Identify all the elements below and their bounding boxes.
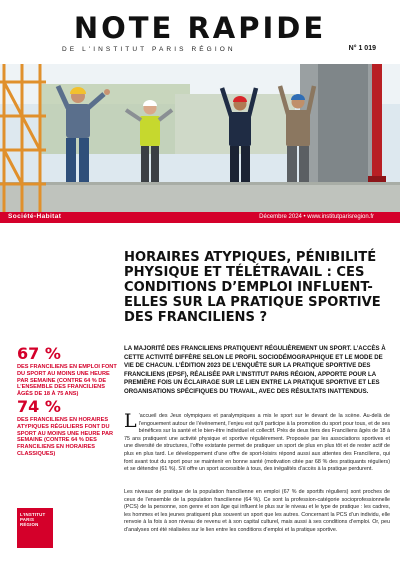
key-figure-1: [17, 345, 117, 398]
article-headline: HORAIRES ATYPIQUES, PÉNIBILITÉ PHYSIQUE ET TÉLÉTRAVAIL : CES CONDITIONS D’EMPLOI INFLUENT-ELLES SUR LA PRATIQUE SPORTIVE DES FRANCILIENS ?: [124, 250, 381, 325]
body-paragraph-1: [124, 410, 390, 474]
section-label: Société-Habitat: [8, 213, 62, 220]
key-figure-value: 67 %: [17, 344, 61, 363]
key-figure-text: DES FRANCILIENS EN HORAIRES ATYPIQUES RÉGULIERS FONT DU SPORT AU MOINS UNE HEURE PAR SEMAINE (CONTRE 64 % DES FRANCILIENS EN HORAIRES CLASSIQUES): [17, 417, 114, 457]
issue-number: N° 1 019: [348, 45, 376, 52]
publisher-name: DE L'INSTITUT PARIS RÉGION: [62, 46, 236, 53]
key-figure-2: [17, 398, 117, 458]
drop-cap: L: [124, 410, 137, 432]
key-figure-text: DES FRANCILIENS EN EMPLOI FONT DU SPORT AU MOINS UNE HEURE PAR SEMAINE (CONTRE 64 % DE L’ENSEMBLE DES FRANCILIENS ÂGÉS DE 18 À 75 ANS): [17, 364, 117, 398]
construction-workers-illustration: [0, 64, 400, 212]
body-paragraph-2: Les niveaux de pratique de la population francilienne en emploi (67 % de sportifs réguliers) sont proches de ceux de l’ensemble de la population francilienne (64 %). Ce sont la profession-catégorie socioprofessionnelle (PCS) de la personne, son genre et son âge qui influent le plus sur le niveau et le type de pratique : les cadres, les hommes et les jeunes pratiquent plus souvent un sport que les autres. Concernant la PCS d’un individu, elle renvoie à la fois à son niveau de revenu et à son capital culturel, mais aussi à ses conditions d’emploi. Or, peu d’analyses ont été réalisées sur le lien entre les conditions d’emploi et la pratique sportive.: [124, 489, 390, 533]
logo-line: PARIS: [20, 517, 35, 523]
logo-line: L’INSTITUT: [20, 512, 46, 517]
key-figure-value: 74 %: [17, 397, 61, 416]
section-band: [0, 212, 400, 223]
hero-photo: [0, 64, 400, 212]
date-and-website: Décembre 2024 • www.institutparisregion.fr: [259, 213, 374, 220]
paragraph-text: ’accueil des Jeux olympiques et paralympiques a mis le sport sur le devant de la scène. Au-delà de l’engouement autour de l’événement, l’enjeu est qu’il participe à la promotion du sport pour tous, et de ses bénéfices sur la santé et le bien-être individuel et collectif. Près de deux tiers des Franciliens âgés de 18 à 75 ans pratiquent une activité physique et sportive régulièrement. Proposée par les associations sportives et une diversité de structures, l’offre existante permet de pratiquer un sport de plus en plus tôt et de rester actif de plus en plus tard. Le développement d’une offre de sport-loisirs répond aussi aux attentes des Franciliens, qui font avant tout du sport pour se maintenir en bonne santé (motivation citée par 68 % des pratiquants réguliers) et se détendre (61 %). S’il offre un sport accessible à tous, des inégalités d’accès à la pratique perdurent.: [124, 413, 390, 473]
masthead: [0, 0, 400, 64]
institute-logo: [17, 508, 53, 548]
logo-line: RÉGION: [20, 522, 39, 528]
lead-paragraph: LA MAJORITÉ DES FRANCILIENS PRATIQUENT RÉGULIÈREMENT UN SPORT. L’ACCÈS À CETTE ACTIVITÉ DIFFÈRE SELON LE PROFIL SOCIODÉMOGRAPHIQUE ET LE MODE DE VIE DE CHACUN. L’ÉDITION 2023 DE L’ENQUÊTE SUR LA PRATIQUE SPORTIVE DES FRANCILIENS (EPSF), RÉALISÉE PAR L’INSTITUT PARIS RÉGION, APPORTE POUR LA PREMIÈRE FOIS UN ÉCLAIRAGE SUR LE LIEN ENTRE LA PRATIQUE SPORTIVE ET LES ORGANISATIONS SPÉCIFIQUES DU TRAVAIL, AVEC DES RÉSULTATS INATTENDUS.: [124, 345, 386, 395]
publication-title: NOTE RAPIDE: [73, 11, 327, 45]
